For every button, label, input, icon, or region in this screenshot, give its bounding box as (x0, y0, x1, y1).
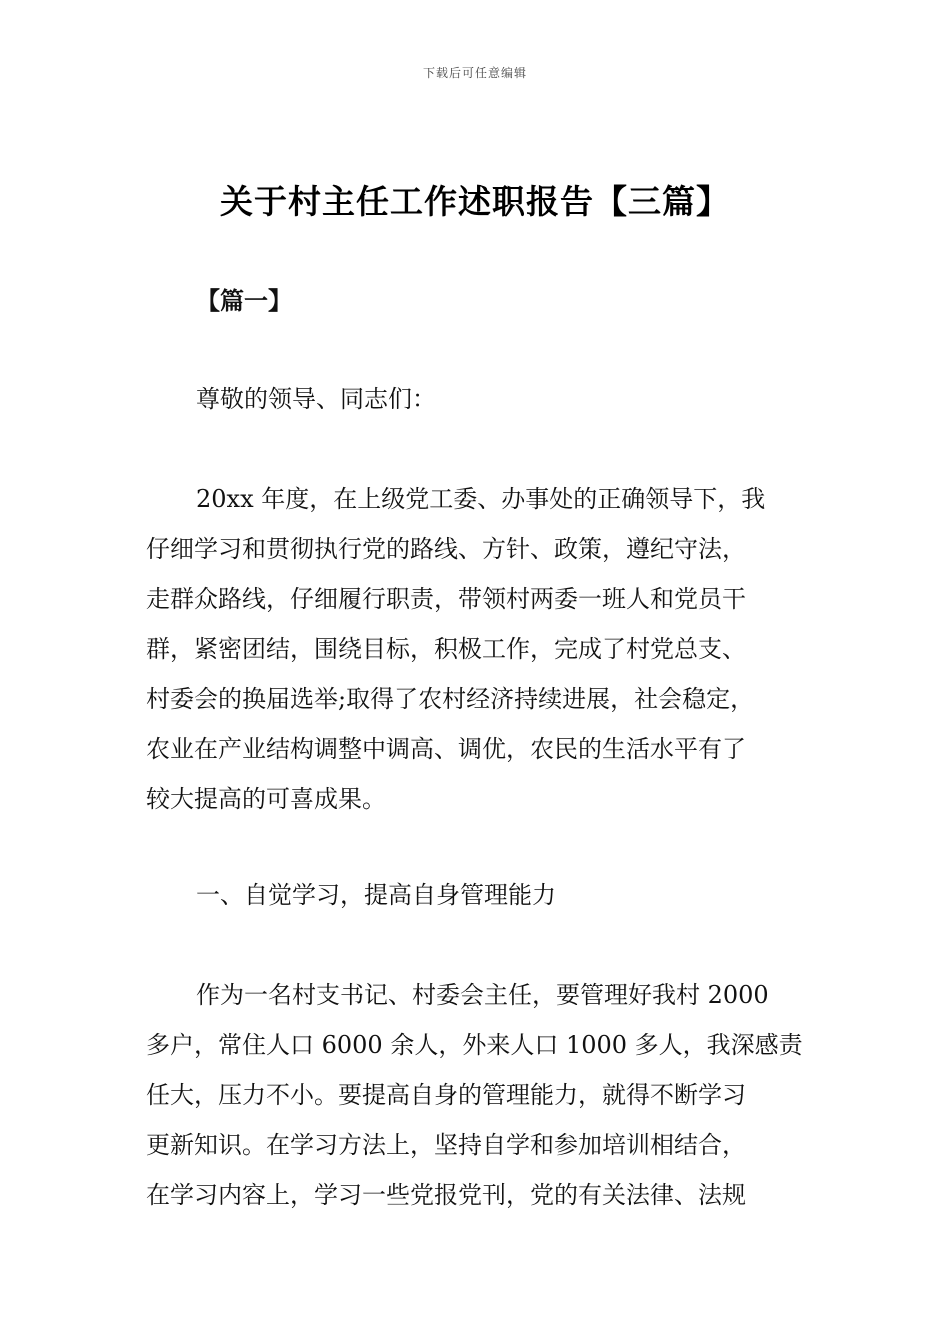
section-label: 【篇一】 (196, 287, 292, 315)
paragraph-1-line: 20xx 年度，在上级党工委、办事处的正确领导下，我 (196, 485, 766, 513)
salutation: 尊敬的领导、同志们： (196, 385, 436, 413)
paragraph-1-line: 较大提高的可喜成果。 (146, 785, 386, 813)
paragraph-2-line: 更新知识。在学习方法上，坚持自学和参加培训相结合， (146, 1131, 746, 1159)
paragraph-1-line: 农业在产业结构调整中调高、调优，农民的生活水平有了 (146, 735, 746, 763)
paragraph-1 (146, 474, 808, 824)
section-heading-1: 一、自觉学习，提高自身管理能力 (196, 881, 556, 909)
document-title: 关于村主任工作述职报告【三篇】 (220, 182, 730, 221)
paragraph-2-line: 任大，压力不小。要提高自身的管理能力，就得不断学习 (146, 1081, 746, 1109)
paragraph-2-line: 作为一名村支书记、村委会主任，要管理好我村 2000 (196, 981, 769, 1009)
paragraph-1-line: 村委会的换届选举;取得了农村经济持续进展，社会稳定， (146, 685, 755, 713)
paragraph-1-line: 仔细学习和贯彻执行党的路线、方针、政策，遵纪守法， (146, 535, 746, 563)
paragraph-1-line: 走群众路线，仔细履行职责，带领村两委一班人和党员干 (146, 585, 746, 613)
paragraph-2-line: 在学习内容上，学习一些党报党刊，党的有关法律、法规 (146, 1181, 746, 1209)
paragraph-2 (146, 970, 808, 1220)
paragraph-2-line: 多户，常住人口 6000 余人，外来人口 1000 多人，我深感责 (146, 1031, 803, 1059)
paragraph-1-line: 群，紧密团结，围绕目标，积极工作，完成了村党总支、 (146, 635, 746, 663)
header-note: 下载后可任意编辑 (422, 66, 527, 80)
